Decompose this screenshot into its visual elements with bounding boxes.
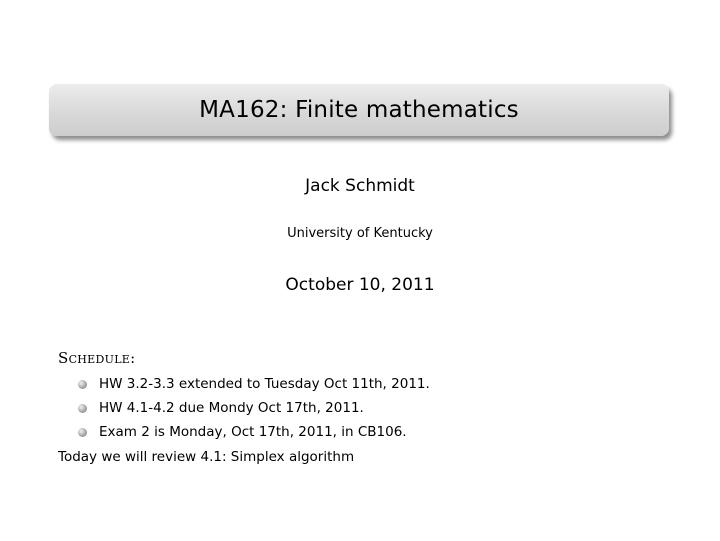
list-item [78,396,430,420]
institute-name: University of Kentucky [287,226,433,241]
schedule-heading: Schedule: [58,349,136,367]
presentation-date: October 10, 2011 [285,275,435,295]
list-item [78,372,430,396]
list-item-text: HW 3.2-3.3 extended to Tuesday Oct 11th, 2011. [99,376,430,392]
author-name: Jack Schmidt [305,176,415,196]
closing-text: Today we will review 4.1: Simplex algorithm [58,449,355,465]
bullet-icon [78,428,87,437]
list-item [78,420,430,444]
slide-title: MA162: Finite mathematics [199,97,519,123]
list-item-text: HW 4.1-4.2 due Mondy Oct 17th, 2011. [99,400,364,416]
bullet-icon [78,380,87,389]
schedule-list [78,372,430,444]
title-box [49,84,669,136]
bullet-icon [78,404,87,413]
list-item-text: Exam 2 is Monday, Oct 17th, 2011, in CB106. [99,424,407,440]
